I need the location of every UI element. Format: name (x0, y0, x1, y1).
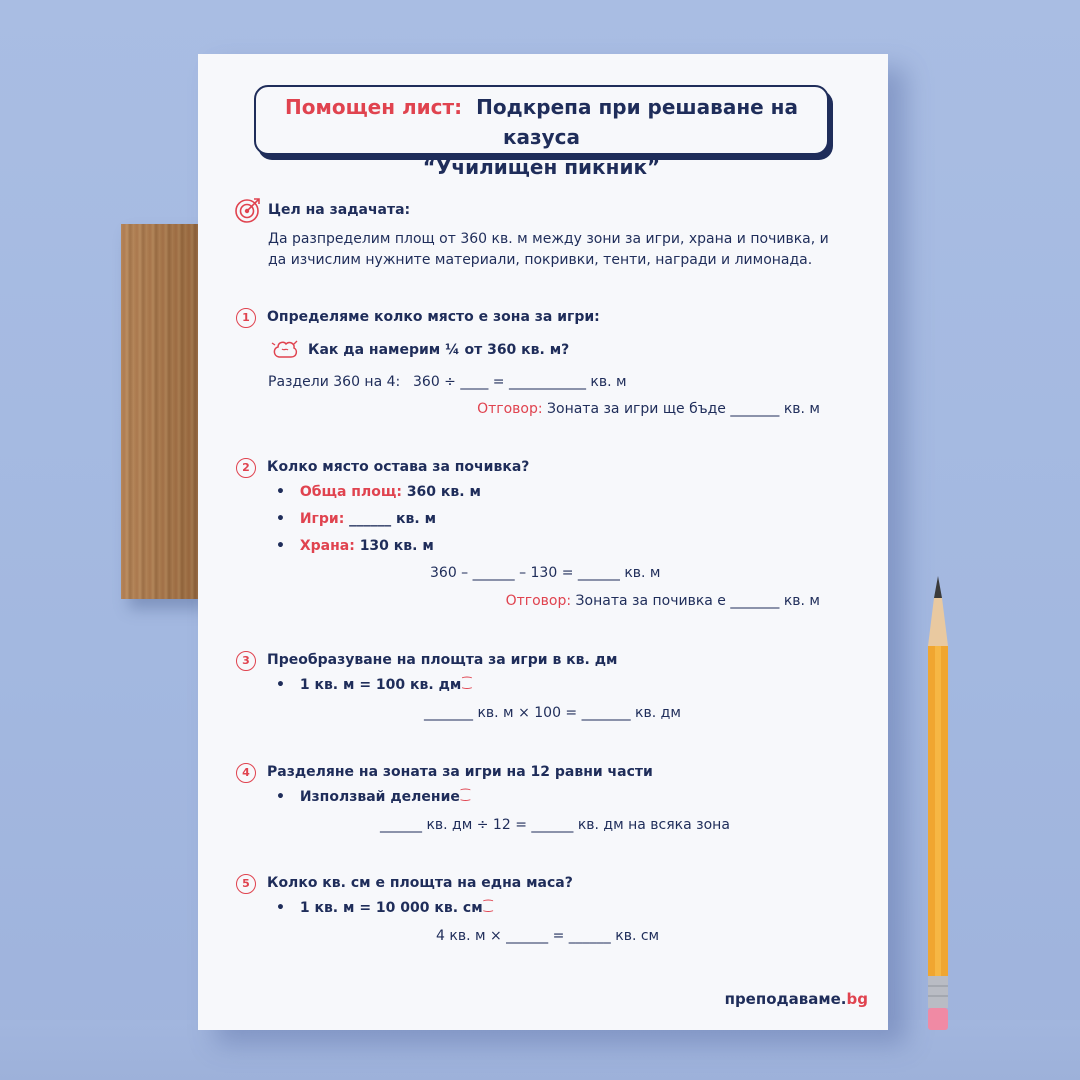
spark-icon: ⁐ (483, 900, 493, 913)
step-2-number: 2 (236, 458, 256, 478)
step-5-bullet (276, 900, 493, 916)
item-label: Игри: (299, 511, 345, 527)
step-3-number: 3 (236, 651, 256, 671)
step-5-number: 5 (236, 874, 256, 894)
step-5-equation: 4 кв. м × ______ = ______ кв. см (436, 928, 660, 944)
pencil (926, 576, 950, 1032)
spark-icon: ⁐ (462, 677, 472, 690)
step-5-heading: Колко кв. см е площта на една маса? (267, 875, 573, 891)
brain-icon (270, 337, 300, 363)
answer-text: Зоната за игри ще бъде _______ кв. м (547, 401, 820, 417)
item-value: 130 кв. м (359, 538, 434, 554)
step-4-number: 4 (236, 763, 256, 783)
step-2-answer (506, 593, 820, 609)
answer-label: Отговор: (477, 401, 543, 417)
step-3-equation: _______ кв. м × 100 = _______ кв. дм (424, 705, 681, 721)
item-value: 360 кв. м (406, 484, 481, 500)
item-label: Храна: (299, 538, 355, 554)
step-1-answer (477, 401, 820, 417)
title-line-2: “Училищен пикник” (422, 155, 661, 179)
step-2-heading: Колко място остава за почивка? (267, 459, 530, 475)
item-value: ______ кв. м (349, 511, 437, 527)
item-label: Обща площ: (299, 484, 402, 500)
target-icon (234, 196, 262, 224)
title-prefix: Помощен лист: (285, 95, 463, 119)
bullet-text: Използвай деление (299, 789, 460, 805)
wood-block (121, 224, 199, 599)
goal-heading: Цел на задачата: (268, 202, 411, 218)
step-1-equation: 360 ÷ ____ = ___________ кв. м (413, 374, 627, 390)
step-2-item-food (276, 538, 434, 554)
answer-label: Отговор: (505, 593, 572, 609)
step-1-hint: Как да намерим ¼ от 360 кв. м? (308, 342, 570, 358)
title-box (254, 85, 829, 179)
step-3-bullet (276, 677, 471, 693)
answer-text: Зоната за почивка е _______ кв. м (575, 593, 820, 609)
bullet-text: 1 кв. м = 100 кв. дм (299, 677, 462, 693)
goal-text: Да разпределим площ от 360 кв. м между зони за игри, храна и почивка, и да изчислим нужните материали, покривки, тенти, награди и лимонада. (268, 231, 829, 268)
worksheet (198, 54, 888, 1030)
step-4-heading: Разделяне на зоната за игри на 12 равни части (267, 764, 653, 780)
brand-tld: bg (846, 990, 868, 1008)
title-main: Подкрепа при решаване на казуса (476, 95, 798, 149)
step-1-number: 1 (236, 308, 256, 328)
brand-name: преподаваме. (724, 990, 847, 1008)
step-2-item-games (276, 511, 436, 527)
step-3-heading: Преобразуване на площта за игри в кв. дм (267, 652, 618, 668)
brand-logo (725, 990, 868, 1008)
step-4-bullet (276, 789, 470, 805)
step-1-instruction: Раздели 360 на 4: (268, 374, 401, 390)
title-line-1 (256, 92, 827, 152)
step-2-item-total (276, 484, 481, 500)
step-1-heading: Определяме колко място е зона за игри: (267, 309, 600, 325)
step-2-equation: 360 – ______ – 130 = ______ кв. м (430, 565, 661, 581)
step-4-equation: ______ кв. дм ÷ 12 = ______ кв. дм на всяка зона (380, 817, 730, 833)
spark-icon: ⁐ (460, 789, 470, 802)
bullet-text: 1 кв. м = 10 000 кв. см (299, 900, 483, 916)
